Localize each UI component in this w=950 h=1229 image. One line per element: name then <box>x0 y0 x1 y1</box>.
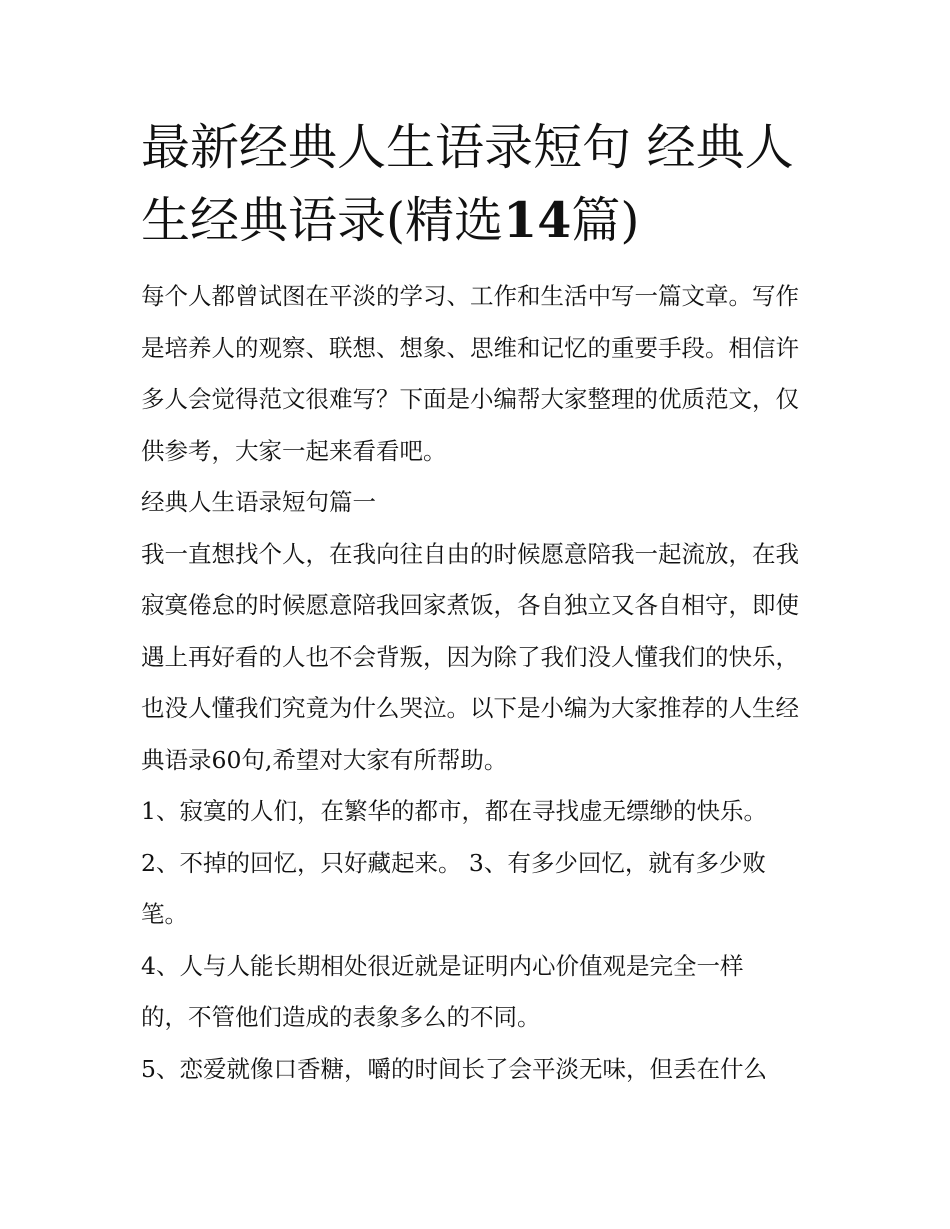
list-item: 2、不掉的回忆，只好藏起来。 3、有多少回忆，就有多少败笔。 <box>141 848 766 928</box>
section-heading: 经典人生语录短句篇一 <box>141 488 376 516</box>
list-item: 4、人与人能长期相处很近就是证明内心价值观是完全一样的，不管他们造成的表象多么的不同。 <box>141 951 744 1031</box>
title-text: 最新经典人生语录短句 经典人生经典语录(精选 <box>141 119 794 249</box>
document-title <box>141 112 821 257</box>
title-suffix: 篇) <box>571 192 640 249</box>
title-number: 14 <box>503 191 572 249</box>
list-item: 1、寂寞的人们，在繁华的都市，都在寻找虚无缥缈的快乐。 <box>141 797 767 825</box>
list-item: 5、恋爱就像口香糖，嚼的时间长了会平淡无味，但丢在什么 <box>141 1054 767 1083</box>
intro-paragraph: 每个人都曾试图在平淡的学习、工作和生活中写一篇文章。写作是培养人的观察、联想、想象、思维和记忆的重要手段。相信许多人会觉得范文很难写？下面是小编帮大家整理的优质范文，仅供参考，大家一起来看看吧。 <box>141 282 799 465</box>
document-page <box>141 112 821 1095</box>
section-intro-paragraph: 我一直想找个人，在我向往自由的时候愿意陪我一起流放，在我寂寞倦怠的时候愿意陪我回家煮饭，各自独立又各自相守，即使遇上再好看的人也不会背叛，因为除了我们没人懂我们的快乐，也没人懂我们究竟为什么哭泣。以下是小编为大家推荐的人生经典语录60句,希望对大家有所帮助。 <box>141 539 799 774</box>
